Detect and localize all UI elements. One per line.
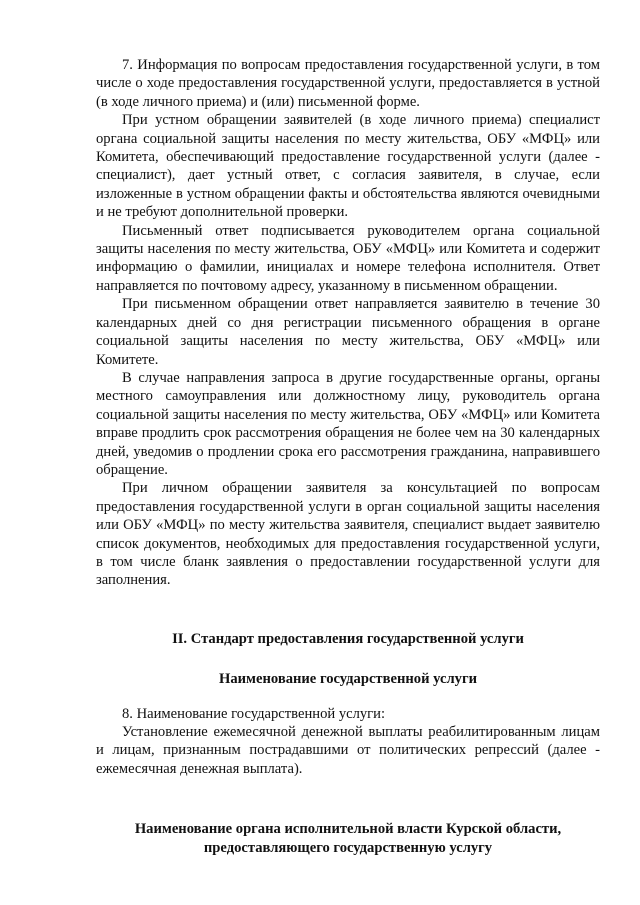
paragraph-item-7: 7. Информация по вопросам предоставления государственной услуги, в том числе о ходе предоставления государственной услуги, предоставляется в устной (в ходе личного приема) и (или) письменной форме.	[96, 57, 600, 110]
paragraph-written-answer: Письменный ответ подписывается руководителем органа социальной защиты населения по месту жительства, ОБУ «МФЦ» или Комитета и содержит информацию о фамилии, инициалах и номере телефона исполнителя. Ответ направляется по почтовому адресу, указанному в письменном обращении.	[96, 222, 600, 294]
subheading-executive-body-line-2: предоставляющего государственную услугу	[203, 840, 493, 857]
section-heading: II. Стандарт предоставления государственной услуги	[172, 630, 524, 647]
document-page	[96, 56, 600, 858]
paragraph-written-inquiry-term: При письменном обращении ответ направляется заявителю в течение 30 календарных дней со дня регистрации письменного обращения в органе социальной защиты населения по месту жительства, ОБУ «МФЦ» или Комитете.	[96, 296, 600, 368]
subheading-service-name: Наименование государственной услуги	[219, 671, 477, 688]
paragraph-item-8-text: Установление ежемесячной денежной выплаты реабилитированным лицам и лицам, признанным пострадавшими от политических репрессий (далее - ежемесячная денежная выплата).	[96, 724, 600, 777]
paragraph-item-8-title: 8. Наименование государственной услуги:	[122, 705, 386, 722]
paragraph-term-extension: В случае направления запроса в другие государственные органы, органы местного самоуправления или должностному лицу, руководитель органа социальной защиты населения по месту жительства, ОБУ «МФЦ» или Комитета вправе продлить срок рассмотрения обращения не более чем на 30 календарных дней, уведомив о продлении срока его рассмотрения гражданина, направившего обращение.	[96, 369, 600, 478]
paragraph-oral-inquiry: При устном обращении заявителей (в ходе личного приема) специалист органа социальной защиты населения по месту жительства, ОБУ «МФЦ» или Комитета, обеспечивающий предоставление государственной услуги (далее - специалист), дает устный ответ, с согласия заявителя, в случае, если изложенные в устном обращении факты и обстоятельства являются очевидными и не требуют дополнительной проверки.	[96, 112, 600, 221]
paragraph-personal-consultation: При личном обращении заявителя за консультацией по вопросам предоставления государственной услуги в орган социальной защиты населения или ОБУ «МФЦ» по месту жительства заявителя, специалист выдает заявителю список документов, необходимых для предоставления государственной услуги, в том числе бланк заявления о предоставлении государственной услуги для заполнения.	[96, 480, 600, 589]
subheading-executive-body	[96, 820, 600, 858]
subheading-executive-body-line-1: Наименование органа исполнительной власти Курской области,	[134, 821, 562, 838]
